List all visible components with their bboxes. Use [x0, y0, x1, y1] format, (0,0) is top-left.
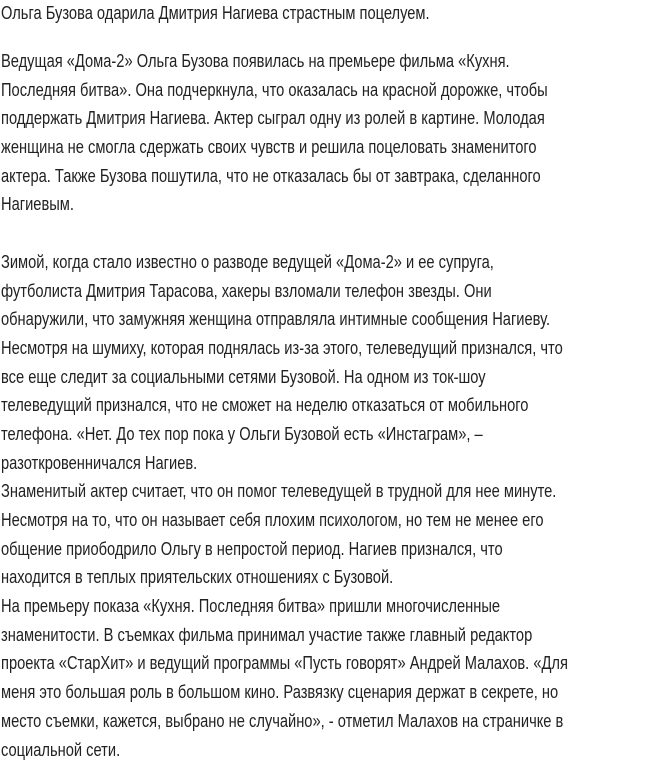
text-line: Нагиевым. [1, 190, 670, 219]
text-line: женщина не смогла сдержать своих чувств и решила поцеловать знаменитого [1, 133, 670, 162]
text-line: проекта «СтарХит» и ведущий программы «Пусть говорят» Андрей Малахов. «Для [1, 649, 670, 678]
text-line: телефона. «Нет. До тех пор пока у Ольги Бузовой есть «Инстаграм», – [1, 420, 670, 449]
paragraph-1 [1, 47, 670, 219]
text-line: место съемки, кажется, выбрано не случайно», - отметил Малахов на страничке в [1, 707, 670, 736]
article-title: Ольга Бузова одарила Дмитрия Нагиева страстным поцелуем. [1, 0, 670, 26]
text-line: общение приободрило Ольгу в непростой период. Нагиев признался, что [1, 535, 670, 564]
text-line: поддержать Дмитрия Нагиева. Актер сыграл одну из ролей в картине. Молодая [1, 104, 670, 133]
text-line: социальной сети. [1, 736, 670, 764]
text-line: Ведущая «Дома-2» Ольга Бузова появилась на премьере фильма «Кухня. [1, 47, 670, 76]
text-line: актера. Также Бузова пошутила, что не отказалась бы от завтрака, сделанного [1, 162, 670, 191]
text-line: Зимой, когда стало известно о разводе ведущей «Дома-2» и ее супруга, [1, 248, 670, 277]
text-line: телеведущий признался, что не сможет на неделю отказаться от мобильного [1, 391, 670, 420]
text-line: Несмотря на то, что он называет себя плохим психологом, но тем не менее его [1, 506, 670, 535]
text-line: На премьеру показа «Кухня. Последняя битва» пришли многочисленные [1, 592, 670, 621]
spacer [1, 26, 670, 47]
text-line: меня это большая роль в большом кино. Развязку сценария держат в секрете, но [1, 678, 670, 707]
text-line: находится в теплых приятельских отношениях с Бузовой. [1, 563, 670, 592]
paragraph-2 [1, 248, 670, 764]
article [1, 0, 670, 764]
text-line: знаменитости. В съемках фильма принимал участие также главный редактор [1, 621, 670, 650]
text-line: разоткровенничался Нагиев. [1, 449, 670, 478]
text-line: все еще следит за социальными сетями Бузовой. На одном из ток-шоу [1, 363, 670, 392]
text-line: футболиста Дмитрия Тарасова, хакеры взломали телефон звезды. Они [1, 277, 670, 306]
text-line: обнаружили, что замужняя женщина отправляла интимные сообщения Нагиеву. [1, 305, 670, 334]
text-line: Несмотря на шумиху, которая поднялась из-за этого, телеведущий признался, что [1, 334, 670, 363]
spacer [1, 219, 670, 248]
text-line: Последняя битва». Она подчеркнула, что оказалась на красной дорожке, чтобы [1, 76, 670, 105]
text-line: Знаменитый актер считает, что он помог телеведущей в трудной для нее минуте. [1, 477, 670, 506]
